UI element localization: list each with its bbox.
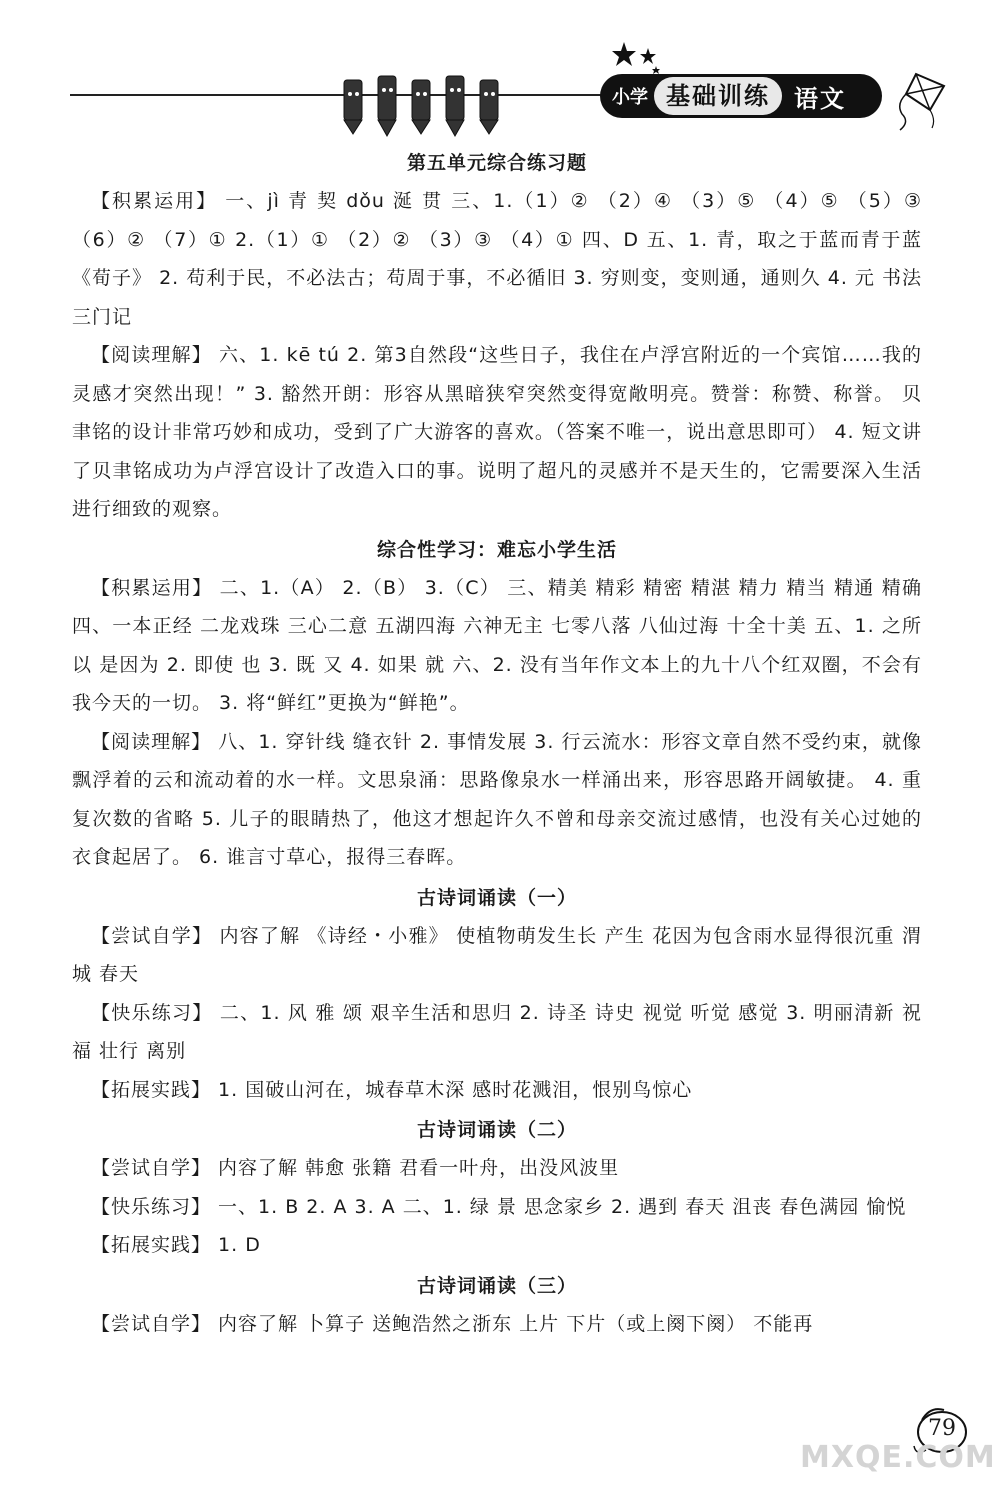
page-header bbox=[0, 30, 1000, 130]
section-tag: 【尝试自学】 bbox=[91, 1312, 212, 1335]
badge-subject: 语文 bbox=[794, 84, 846, 113]
answer-text: 内容了解 《诗经・小雅》 使植物萌发生长 产生 花因为包含雨水显得很沉重 渭城 春天 bbox=[72, 924, 922, 985]
section-tag: 【积累运用】 bbox=[91, 190, 218, 212]
section-tag: 【阅读理解】 bbox=[91, 730, 212, 753]
answer-text: 二、1.（A） 2.（B） 3.（C） 三、精美 精彩 精密 精湛 精力 精当 精通 精确 四、一本正经 二龙戏珠 三心二意 五湖四海 六神无主 七零八落 八仙过海 十全十美 五、1. 之所以 是因为 2. 即使 也 3. 既 又 4. 如果 就 六、2. 没有当年作文本上的九十八个红双圈，不会有我今天的一切。 3. 将“鲜红”更换为“鲜艳”。 bbox=[72, 576, 922, 714]
stars-icon bbox=[612, 38, 662, 78]
answer-text: 1. D bbox=[211, 1234, 261, 1256]
badge-level: 小学 bbox=[612, 87, 648, 108]
page-number: 79 bbox=[928, 1416, 956, 1441]
answer-text: 二、1. 风 雅 颂 艰辛生活和思归 2. 诗圣 诗史 视觉 听觉 感觉 3. 明丽清新 祝福 壮行 离别 bbox=[72, 1001, 922, 1062]
answer-content bbox=[72, 142, 922, 1343]
section-title: 古诗词诵读（一） bbox=[416, 886, 577, 909]
kite-icon bbox=[886, 64, 956, 134]
section-tag: 【积累运用】 bbox=[91, 576, 213, 599]
answer-text: 六、1. kē tú 2. 第3自然段“这些日子，我住在卢浮宫附近的一个宾馆……我的灵感才突然出现！” 3. 豁然开朗：形容从黑暗狭窄突然变得宽敞明亮。赞誉：称赞、称誉。 贝聿铭的设计非常巧妙和成功，受到了广大游客的喜欢。（答案不唯一，说出意思即可） 4. 短文讲了贝聿铭成功为卢浮宫设计了改造入口的事。说明了超凡的灵感并不是天生的，它需要深入生活进行细致的观察。 bbox=[72, 344, 922, 520]
pencils-icon bbox=[330, 70, 510, 140]
section-title: 古诗词诵读（三） bbox=[416, 1274, 577, 1297]
section-tag: 【尝试自学】 bbox=[91, 924, 213, 947]
section-tag: 【阅读理解】 bbox=[91, 344, 212, 366]
watermark: MXQE.COM bbox=[800, 1440, 996, 1475]
answer-paragraph bbox=[72, 1226, 922, 1265]
answer-paragraph bbox=[72, 1071, 922, 1110]
section-title: 综合性学习：难忘小学生活 bbox=[376, 538, 617, 561]
answer-text: 八、1. 穿针线 缝衣针 2. 事情发展 3. 行云流水：形容文章自然不受约束，就像飘浮着的云和流动着的水一样。文思泉涌：思路像泉水一样涌出来，形容思路开阔敏捷。 4. 重复次数的省略 5. 儿子的眼睛热了，他这才想起许久不曾和母亲交流过感情，也没有关心过她的衣食起居了。 6. 谁言寸草心，报得三春晖。 bbox=[72, 730, 922, 868]
answer-paragraph bbox=[72, 182, 922, 336]
section-tag: 【拓展实践】 bbox=[91, 1234, 212, 1256]
answer-text: 内容了解 卜算子 送鲍浩然之浙东 上片 下片（或上阕下阕） 不能再 bbox=[211, 1312, 814, 1335]
answer-text: 1. 国破山河在，城春草木深 感时花溅泪，恨别鸟惊心 bbox=[211, 1078, 693, 1101]
section-tag: 【快乐练习】 bbox=[91, 1001, 213, 1024]
answer-paragraph bbox=[72, 723, 922, 877]
section-title: 古诗词诵读（二） bbox=[416, 1119, 577, 1141]
badge-series-title: 基础训练 bbox=[654, 77, 782, 115]
section-tag: 【拓展实践】 bbox=[91, 1078, 212, 1101]
answer-text: 内容了解 韩愈 张籍 君看一叶舟，出没风波里 bbox=[211, 1157, 620, 1179]
answer-text: 一、jì 青 契 dǒu 涎 贯 三、1.（1）② （2）④ （3）⑤ （4）⑤ （5）③ （6）② （7）① 2.（1）① （2）② （3）③ （4）① 四、D 五、1. 青，取之于蓝而青于蓝 《荀子》 2. 苟利于民，不必法古；苟周于事，不必循旧 3. 穷则变，变则通，通则久 4. 元 书法 三门记 bbox=[72, 190, 922, 328]
answer-paragraph bbox=[72, 917, 922, 994]
answer-text: 一、1. B 2. A 3. A 二、1. 绿 景 思念家乡 2. 遇到 春天 沮丧 春色满园 愉悦 bbox=[211, 1195, 907, 1218]
answer-paragraph bbox=[72, 1305, 922, 1344]
answer-paragraph bbox=[72, 569, 922, 723]
answer-paragraph bbox=[72, 1188, 922, 1227]
section-tag: 【尝试自学】 bbox=[91, 1157, 212, 1179]
series-badge bbox=[600, 74, 882, 118]
answer-paragraph bbox=[72, 1149, 922, 1188]
section-title: 第五单元综合练习题 bbox=[406, 152, 587, 174]
section-tag: 【快乐练习】 bbox=[91, 1195, 212, 1218]
answer-paragraph bbox=[72, 994, 922, 1071]
answer-paragraph bbox=[72, 336, 922, 529]
